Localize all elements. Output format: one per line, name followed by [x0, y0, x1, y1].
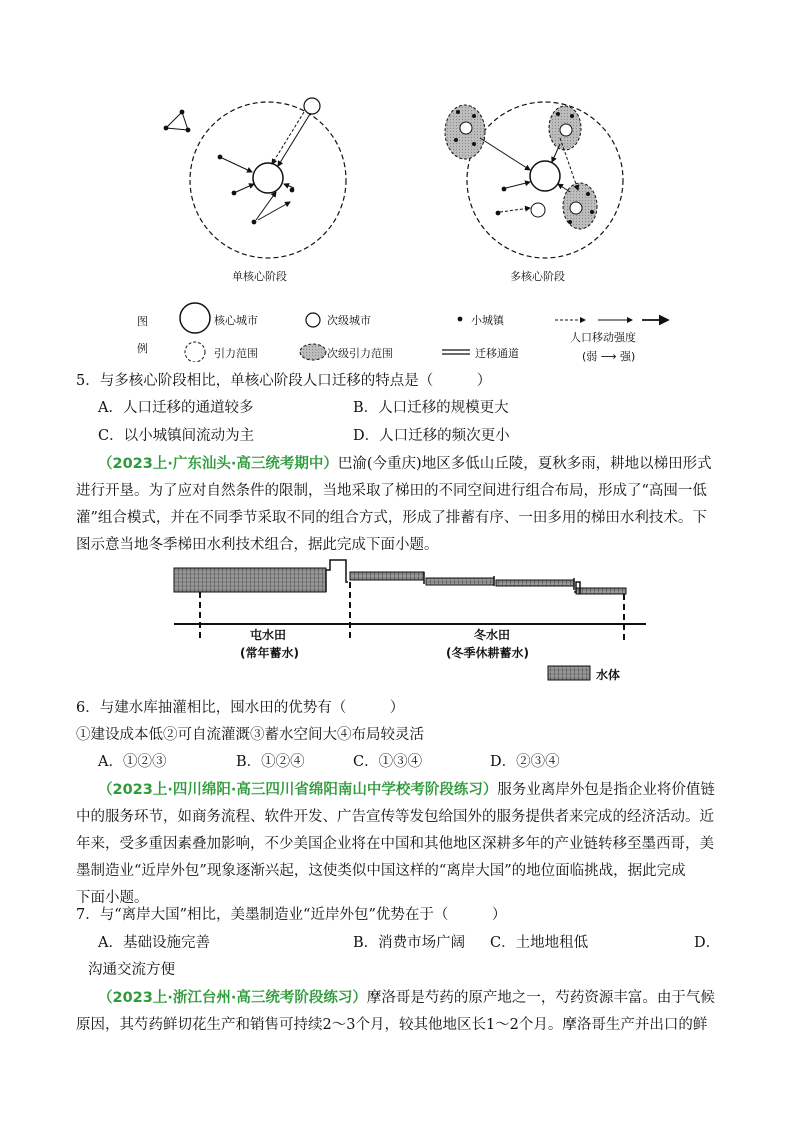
- winter-field-sublabel: (冬季休耕蓄水): [446, 646, 529, 660]
- passage-4-line-1: 摩洛哥是芍药的原产地之一，芍药资源丰富。由于气候: [366, 990, 715, 1006]
- migration-arrow: [552, 144, 560, 162]
- legend-secondary-gravity-symbol: [300, 344, 326, 360]
- passage-3-line-5: 下面小题。: [76, 890, 149, 906]
- legend-migration-intensity: 人口移动强度: [570, 331, 636, 344]
- q6-statements: ①建设成本低②可自流灌溉③蓄水空间大④布局较灵活: [76, 727, 424, 743]
- question-7-stem: 7．与“离岸大国”相比，美墨制造业“近岸外包”优势在于（ ）: [76, 907, 507, 923]
- q6-option-c: C．①③④: [353, 754, 423, 770]
- core-city: [253, 163, 283, 193]
- q5-option-b: B．人口迁移的规模更大: [353, 400, 509, 416]
- caption-multi-core: 多核心阶段: [510, 270, 565, 283]
- legend-small-town: 小城镇: [471, 314, 504, 327]
- tun-field-water: [174, 568, 326, 592]
- migration-arrow: [480, 138, 530, 170]
- secondary-city: [531, 203, 545, 217]
- passage-2-line-3: 灌”组合模式，并在不同季节采取不同的组合方式，形成了排蓄有序、一田多用的梯田水利技术。下: [76, 510, 707, 526]
- terraced-field-diagram: [170, 558, 650, 688]
- core-city: [530, 161, 560, 191]
- passage-4-first-line: [98, 988, 715, 1008]
- legend-gravity-range-symbol: [185, 342, 205, 362]
- q6-option-b: B．①②④: [236, 754, 305, 770]
- q7-option-a: A．基础设施完善: [98, 935, 210, 951]
- question-5-stem: 5．与多核心阶段相比，单核心阶段人口迁移的特点是（ ）: [76, 373, 492, 389]
- passage-2-line-2: 进行开垦。为了应对自然条件的限制，当地采取了梯田的不同空间进行组合布局，形成了“高囤一低: [76, 483, 707, 499]
- q6-option-d: D．②③④: [490, 754, 560, 770]
- tun-field-sublabel: (常年蓄水): [240, 646, 299, 660]
- legend-secondary-city-symbol: [306, 313, 320, 327]
- q5-option-a: A．人口迁移的通道较多: [98, 400, 254, 416]
- legend-small-town-symbol: [458, 317, 463, 322]
- winter-field-label: 冬水田: [474, 628, 511, 642]
- multi-core-stage: [445, 102, 623, 258]
- q7-option-b: B．消费市场广阔: [353, 935, 466, 951]
- migration-arrow: [506, 182, 530, 188]
- passage-2-source: （2023上·广东汕头·高三统考期中）: [98, 456, 338, 472]
- passage-2-line-4: 图示意当地冬季梯田水利技术组合，据此完成下面小题。: [76, 537, 439, 553]
- passage-3-line-2: 中的服务环节，如商务流程、软件开发、广告宣传等发包给国外的服务提供者来完成的经济活动。近: [76, 809, 714, 825]
- terrace-profile: [326, 560, 348, 592]
- migration-arrow: [284, 184, 294, 188]
- legend-secondary-gravity-range: 次级引力范围: [327, 347, 393, 360]
- q5-option-c: C．以小城镇间流动为主: [98, 428, 255, 444]
- passage-4-source: （2023上·浙江台州·高三统考阶段练习）: [98, 990, 367, 1006]
- secondary-city: [304, 98, 320, 114]
- legend-core-city: 核心城市: [214, 314, 258, 327]
- legend-gravity-range: 引力范围: [214, 347, 258, 360]
- legend-weak-strong: (弱 ⟶ 强): [582, 350, 636, 363]
- legend-label-tu: 图: [137, 315, 148, 328]
- passage-3-line-1: 服务业离岸外包是指企业将价值链: [497, 782, 715, 798]
- small-town-cluster: [164, 110, 191, 133]
- passage-2-first-line: [98, 454, 712, 474]
- legend-migration-channel: 迁移通道: [475, 347, 519, 360]
- migration-arrow: [558, 184, 570, 192]
- q7-option-d-label: D．: [694, 935, 721, 951]
- passage-3-line-3: 年来，受多重因素叠加影响，不少美国企业将在中国和其他地区深耕多年的产业链转移至墨西哥，美: [76, 836, 714, 852]
- q6-option-a: A．①②③: [98, 754, 167, 770]
- tun-field-label: 屯水田: [250, 628, 287, 642]
- passage-3-line-4: 墨制造业“近岸外包”现象逐渐兴起，这使类似中国这样的“离岸大国”的地位面临挑战，据此完成: [76, 863, 686, 879]
- migration-arrow: [278, 114, 310, 166]
- q7-option-c: C．土地地租低: [490, 935, 589, 951]
- caption-single-core: 单核心阶段: [232, 270, 287, 283]
- single-core-stage: [164, 98, 346, 258]
- q5-option-d: D．人口迁移的频次更小: [353, 428, 510, 444]
- legend-label-li: 例: [137, 342, 148, 355]
- legend-secondary-city: 次级城市: [327, 314, 371, 327]
- migration-arrow: [500, 208, 530, 212]
- passage-3-first-line: [98, 780, 715, 800]
- passage-4-line-2: 原因，其芍药鲜切花生产和销售可持续2～3个月，较其他地区长1～2个月。摩洛哥生产并出口的鲜: [76, 1017, 708, 1033]
- water-body-label: 水体: [596, 668, 621, 682]
- passage-2-line-1: 巴渝(今重庆)地区多低山丘陵，夏秋多雨，耕地以梯田形式: [337, 456, 712, 472]
- passage-3-source: （2023上·四川绵阳·高三四川省绵阳南山中学校考阶段练习）: [98, 782, 498, 798]
- q7-option-d-text: 沟通交流方便: [88, 962, 175, 978]
- migration-arrow: [222, 158, 252, 172]
- question-6-stem: 6．与建水库抽灌相比，囤水田的优势有（ ）: [76, 700, 405, 716]
- urban-structure-diagram: [140, 88, 680, 288]
- migration-arrow: [236, 184, 254, 192]
- migration-arrow: [272, 112, 304, 164]
- legend-core-city-symbol: [180, 303, 210, 333]
- water-body-legend-swatch: [548, 666, 590, 680]
